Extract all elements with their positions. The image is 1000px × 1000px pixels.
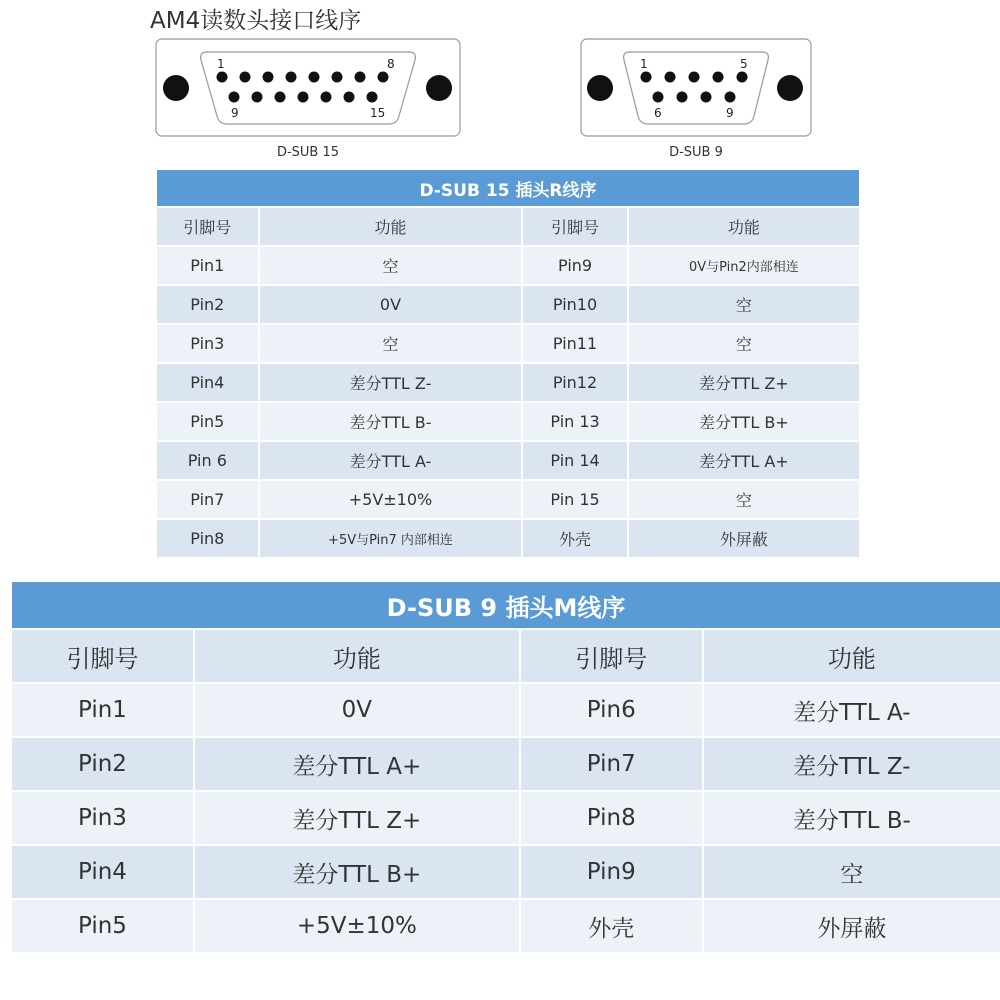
table-cell: 0V xyxy=(195,684,519,736)
table-cell: Pin3 xyxy=(157,325,258,362)
table-cell: 差分TTL A- xyxy=(260,442,522,479)
table-cell: 空 xyxy=(629,286,859,323)
table-cell: 差分TTL A+ xyxy=(195,738,519,790)
table-row xyxy=(157,442,859,479)
table-cell: Pin9 xyxy=(521,846,702,898)
table-cell: Pin8 xyxy=(521,792,702,844)
table-cell: Pin 14 xyxy=(523,442,626,479)
table-cell: 空 xyxy=(260,325,522,362)
table-cell: 差分TTL Z+ xyxy=(629,364,859,401)
table-cell: 外壳 xyxy=(523,520,626,557)
table-cell: Pin 15 xyxy=(523,481,626,518)
table-row xyxy=(12,684,1000,736)
table-cell: Pin7 xyxy=(157,481,258,518)
table-cell: 外屏蔽 xyxy=(629,520,859,557)
dsub15-connector-drawing xyxy=(155,38,461,138)
table-row xyxy=(12,738,1000,790)
table-row xyxy=(157,481,859,518)
table-cell: 差分TTL A+ xyxy=(629,442,859,479)
table-cell: Pin2 xyxy=(12,738,193,790)
table-header-cell: 引脚号 xyxy=(157,208,258,245)
table-cell: Pin9 xyxy=(523,247,626,284)
table-row xyxy=(157,520,859,557)
table-row xyxy=(157,247,859,284)
table-row xyxy=(157,286,859,323)
table-cell: 差分TTL A- xyxy=(704,684,1000,736)
table-cell: Pin 13 xyxy=(523,403,626,440)
table-header-cell: 功能 xyxy=(629,208,859,245)
table-row xyxy=(157,364,859,401)
dsub9-caption: D-SUB 9 xyxy=(669,145,723,160)
table-cell: 差分TTL Z+ xyxy=(195,792,519,844)
table-cell: 空 xyxy=(704,846,1000,898)
table-cell: 差分TTL Z- xyxy=(260,364,522,401)
table-cell: 差分TTL B- xyxy=(260,403,522,440)
dsub9-pin-label-5: 5 xyxy=(740,57,748,71)
table-cell: 差分TTL B+ xyxy=(629,403,859,440)
table-cell: +5V±10% xyxy=(195,900,519,952)
table-cell: 0V xyxy=(260,286,522,323)
page-title: AM4读数头接口线序 xyxy=(150,8,362,34)
dsub9-pin-label-1: 1 xyxy=(640,57,648,71)
table-cell: 空 xyxy=(629,481,859,518)
table-row xyxy=(12,846,1000,898)
table-row xyxy=(12,792,1000,844)
dsub15-caption: D-SUB 15 xyxy=(276,145,340,160)
table-header-cell: 功能 xyxy=(704,630,1000,682)
dsub15-pin-label-9: 9 xyxy=(231,106,239,120)
table-cell: Pin4 xyxy=(12,846,193,898)
table-cell: Pin5 xyxy=(12,900,193,952)
table-cell: Pin12 xyxy=(523,364,626,401)
table-header-cell: 功能 xyxy=(195,630,519,682)
dsub9-connector-drawing xyxy=(580,38,812,138)
table-cell: Pin11 xyxy=(523,325,626,362)
dsub9-pinout-table xyxy=(10,580,1000,954)
dsub9-table-title: D-SUB 9 插头M线序 xyxy=(12,582,1000,628)
dsub9-connector-diagram xyxy=(580,38,812,138)
dsub9-pin-label-9: 9 xyxy=(726,106,734,120)
table-cell: Pin10 xyxy=(523,286,626,323)
dsub9-pin-label-6: 6 xyxy=(654,106,662,120)
table-row xyxy=(12,900,1000,952)
table-cell: Pin1 xyxy=(157,247,258,284)
table-header-cell: 引脚号 xyxy=(12,630,193,682)
dsub15-pin-label-8: 8 xyxy=(387,57,395,71)
table-cell: Pin8 xyxy=(157,520,258,557)
table-cell: 空 xyxy=(260,247,522,284)
table-cell: 外壳 xyxy=(521,900,702,952)
table-cell: 空 xyxy=(629,325,859,362)
table-cell: 差分TTL Z- xyxy=(704,738,1000,790)
table-row xyxy=(157,325,859,362)
table-cell: Pin3 xyxy=(12,792,193,844)
table-cell: Pin4 xyxy=(157,364,258,401)
table-cell: +5V与Pin7 内部相连 xyxy=(260,520,522,557)
table-header-cell: 引脚号 xyxy=(523,208,626,245)
table-cell: Pin 6 xyxy=(157,442,258,479)
table-cell: 差分TTL B- xyxy=(704,792,1000,844)
table-cell: +5V±10% xyxy=(260,481,522,518)
table-row xyxy=(157,403,859,440)
table-cell: Pin7 xyxy=(521,738,702,790)
dsub15-pin-label-15: 15 xyxy=(370,106,386,120)
table-cell: Pin2 xyxy=(157,286,258,323)
dsub15-pinout-table xyxy=(155,168,861,559)
table-cell: Pin1 xyxy=(12,684,193,736)
table-cell: 差分TTL B+ xyxy=(195,846,519,898)
dsub15-connector-diagram xyxy=(155,38,461,138)
table-header-cell: 引脚号 xyxy=(521,630,702,682)
dsub15-table-title: D-SUB 15 插头R线序 xyxy=(157,170,859,206)
table-cell: 外屏蔽 xyxy=(704,900,1000,952)
table-cell: Pin6 xyxy=(521,684,702,736)
table-cell: 0V与Pin2内部相连 xyxy=(629,247,859,284)
table-cell: Pin5 xyxy=(157,403,258,440)
table-header-cell: 功能 xyxy=(260,208,522,245)
dsub15-pin-label-1: 1 xyxy=(217,57,225,71)
